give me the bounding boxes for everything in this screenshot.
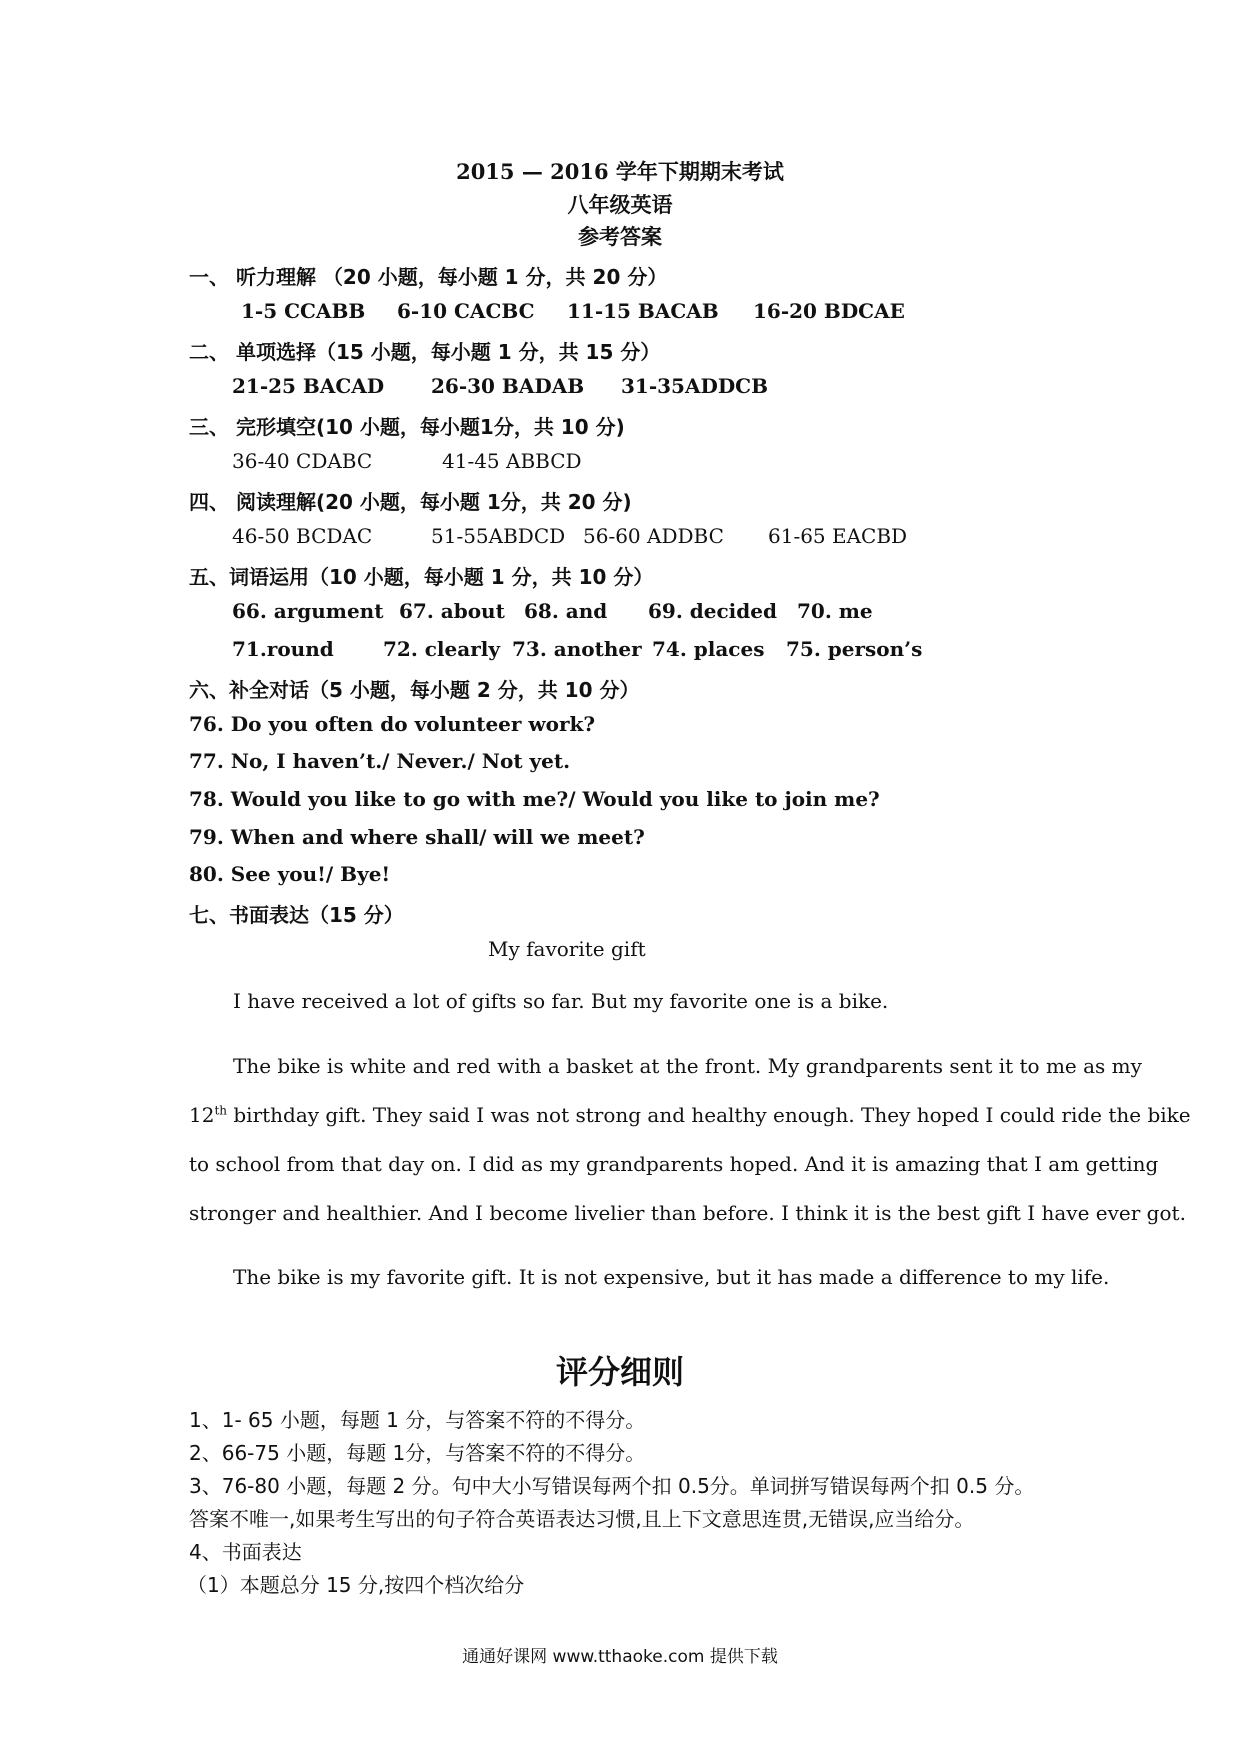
answer-word: 67. about — [399, 599, 505, 623]
scoring-rule: 4、书面表达 — [189, 1540, 302, 1564]
section-heading: 三、 完形填空(10 小题，每小题1分，共 10 分) — [189, 415, 625, 439]
answer-group: 51-55ABDCD — [431, 524, 566, 548]
answer-group: 26-30 BADAB — [431, 374, 585, 398]
answer-group: 46-50 BCDAC — [232, 524, 373, 548]
dialogue-answer: 77. No, I haven’t./ Never./ Not yet. — [189, 749, 571, 773]
scoring-rule: 3、76-80 小题，每题 2 分。句中大小写错误每两个扣 0.5分。单词拼写错误每两个扣 0.5 分。 — [189, 1474, 1035, 1498]
essay-title: My favorite gift — [488, 937, 646, 961]
scoring-rule: 2、66-75 小题，每题 1分，与答案不符的不得分。 — [189, 1441, 646, 1465]
answer-group: 36-40 CDABC — [232, 449, 373, 473]
dialogue-answer: 76. Do you often do volunteer work? — [189, 712, 596, 736]
answer-group: 6-10 CACBC — [397, 299, 535, 323]
answer-word: 70. me — [797, 599, 873, 623]
scoring-rule: 答案不唯一,如果考生写出的句子符合英语表达习惯,且上下文意思连贯,无错误,应当给分。 — [189, 1507, 975, 1531]
answer-word: 66. argument — [232, 599, 384, 623]
ordinal-number: 12 — [189, 1103, 215, 1127]
section-heading: 六、补全对话（5 小题，每小题 2 分，共 10 分） — [189, 678, 640, 702]
dialogue-answer: 79. When and where shall/ will we meet? — [189, 825, 645, 849]
section-heading: 四、 阅读理解(20 小题，每小题 1分，共 20 分) — [189, 490, 632, 514]
scoring-rule: （1）本题总分 15 分,按四个档次给分 — [187, 1573, 525, 1597]
essay-line: stronger and healthier. And I become livelier than before. I think it is the best gift I have ever got. — [189, 1201, 1186, 1225]
essay-paragraph: The bike is my favorite gift. It is not expensive, but it has made a difference to my life. — [233, 1265, 1110, 1289]
section-heading: 五、词语运用（10 小题，每小题 1 分，共 10 分） — [189, 565, 654, 589]
answer-group: 1-5 CCABB — [241, 299, 366, 323]
answer-word: 69. decided — [648, 599, 777, 623]
dialogue-answer: 78. Would you like to go with me?/ Would you like to join me? — [189, 787, 880, 811]
essay-line: The bike is white and red with a basket at the front. My grandparents sent it to me as my — [233, 1054, 1142, 1078]
section-heading: 七、书面表达（15 分） — [189, 903, 404, 927]
footer-credit: 通通好课网 www.tthaoke.com 提供下载 — [462, 1647, 778, 1667]
scoring-rule: 1、1- 65 小题，每题 1 分，与答案不符的不得分。 — [189, 1408, 646, 1432]
section-heading: 一、 听力理解 （20 小题，每小题 1 分，共 20 分） — [189, 265, 668, 289]
answer-word: 75. person’s — [786, 637, 923, 661]
essay-line — [189, 1103, 1191, 1127]
answer-group: 21-25 BACAD — [232, 374, 385, 398]
answer-group: 61-65 EACBD — [768, 524, 908, 548]
answer-word: 72. clearly — [383, 637, 500, 661]
ordinal-suffix: th — [214, 1103, 228, 1118]
essay-line-rest: birthday gift. They said I was not strong and healthy enough. They hoped I could ride the bike — [227, 1103, 1191, 1127]
answer-group: 16-20 BDCAE — [753, 299, 905, 323]
answer-word: 73. another — [512, 637, 642, 661]
exam-title: 2015 — 2016 学年下期期末考试 — [456, 159, 784, 184]
answer-word: 71.round — [232, 637, 334, 661]
exam-subtitle: 八年级英语 — [567, 192, 673, 217]
scoring-title: 评分细则 — [555, 1353, 684, 1391]
answer-word: 74. places — [652, 637, 765, 661]
answer-group: 11-15 BACAB — [567, 299, 719, 323]
essay-paragraph: I have received a lot of gifts so far. But my favorite one is a bike. — [233, 989, 889, 1013]
dialogue-answer: 80. See you!/ Bye! — [189, 862, 391, 886]
section-heading: 二、 单项选择（15 小题，每小题 1 分，共 15 分） — [189, 340, 661, 364]
answer-group: 31-35ADDCB — [621, 374, 768, 398]
doc-type: 参考答案 — [578, 224, 662, 249]
answer-group: 41-45 ABBCD — [442, 449, 582, 473]
answer-group: 56-60 ADDBC — [583, 524, 724, 548]
essay-line: to school from that day on. I did as my grandparents hoped. And it is amazing that I am getting — [189, 1152, 1159, 1176]
answer-word: 68. and — [524, 599, 608, 623]
